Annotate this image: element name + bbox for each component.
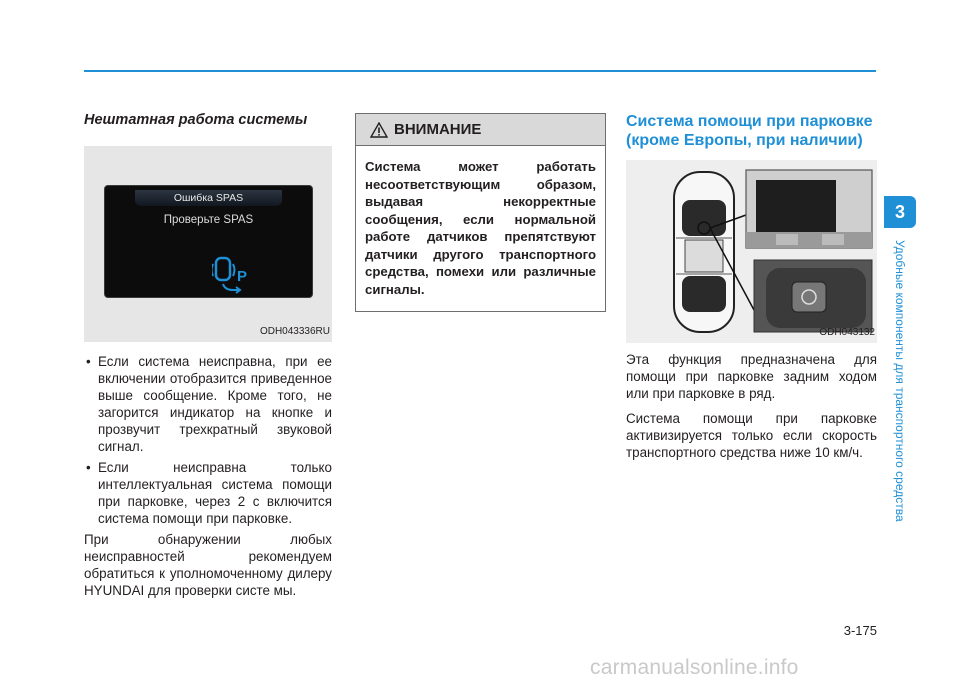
screen-message: Проверьте SPAS bbox=[163, 214, 254, 226]
left-column bbox=[84, 112, 332, 599]
section-heading: Система помощи при парковке (кроме Европы, при наличии) bbox=[626, 113, 873, 149]
cluster-display bbox=[104, 185, 313, 298]
chapter-title-vertical bbox=[889, 240, 911, 570]
header-rule bbox=[84, 70, 876, 72]
warning-triangle-icon bbox=[370, 122, 388, 138]
figure-parking-assist bbox=[626, 160, 877, 343]
section-subheading: Нештатная работа системы bbox=[84, 112, 308, 128]
parking-assist-illustration bbox=[626, 160, 877, 343]
paragraph: При обнаружении любых неисправностей рекомендуем обратиться к уполномоченному дилеру HYUNDAI для проверки систе мы. bbox=[84, 532, 332, 598]
paragraph: Система помощи при парковке активизируется только если скорость транспортного средства ниже 10 км/ч. bbox=[626, 411, 877, 460]
chapter-number: 3 bbox=[894, 202, 905, 222]
paragraph: Эта функция предназначена для помощи при парковке задним ходом или при парковке в ряд. bbox=[626, 352, 877, 401]
parking-button-icon bbox=[754, 260, 872, 332]
screen-title: Ошибка SPAS bbox=[135, 190, 282, 206]
bullet-list bbox=[84, 353, 332, 527]
warning-box bbox=[355, 113, 606, 312]
figure-code: ODH043336RU bbox=[259, 326, 330, 337]
page-number: 3-175 bbox=[843, 623, 877, 638]
watermark: carmanualsonline.info bbox=[590, 656, 799, 679]
middle-column bbox=[355, 113, 606, 312]
warning-text: Система может работать несоответствующим образом, выдавая некорректные сообщения, если нормальной работе датчиков препятствуют датчики другого транспортного средства, помехи или различные сигналы. bbox=[365, 159, 596, 297]
warning-header bbox=[356, 114, 605, 146]
center-display-icon bbox=[746, 170, 872, 248]
parking-assist-warning-icon bbox=[212, 256, 262, 294]
chapter-title: Удобные компоненты для транспортного средства bbox=[893, 240, 907, 522]
warning-title: ВНИМАНИЕ bbox=[394, 121, 482, 138]
list-item: • Если система неисправна, при ее включении отобразится приведенное выше сообщение. Кроме того, не загорится индикатор на кнопке и прозвучит трехкратный звуковой сигнал. bbox=[84, 353, 332, 455]
figure-spas-error bbox=[84, 146, 332, 342]
icon-letter: P bbox=[237, 268, 248, 285]
right-column bbox=[626, 113, 877, 461]
car-top-view-icon bbox=[674, 172, 734, 332]
list-item: • Если неисправна только интеллектуальная система помощи при парковке, через 2 с включится система помощи при парковке. bbox=[84, 459, 332, 527]
chapter-tab bbox=[884, 196, 916, 228]
figure-code: ODH043132 bbox=[819, 327, 875, 338]
